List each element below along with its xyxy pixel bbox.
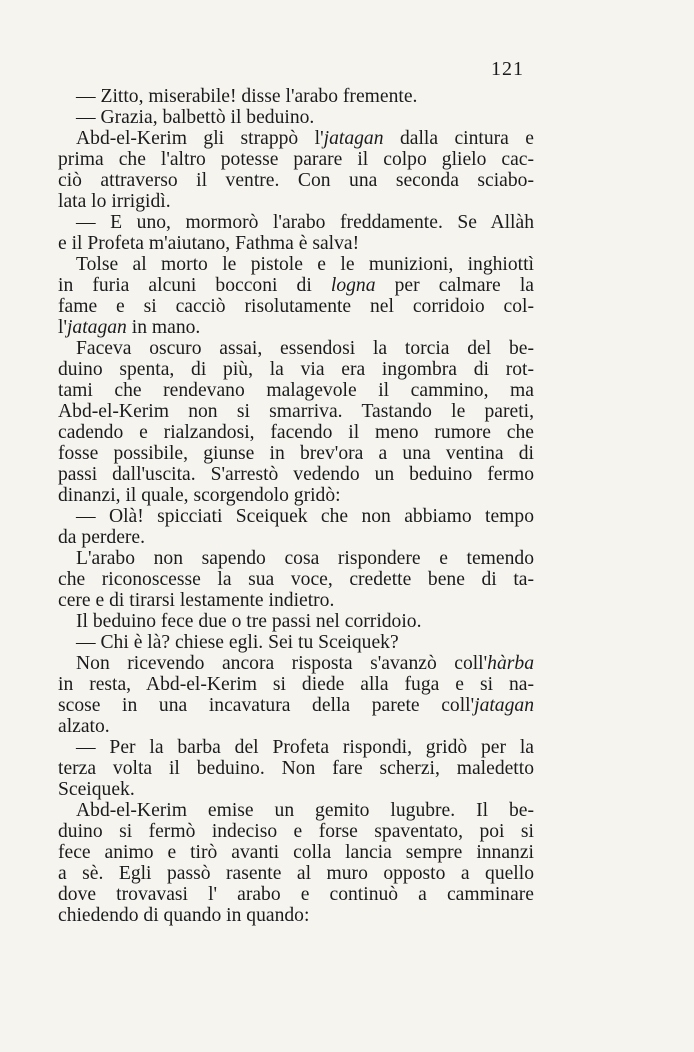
text-line: — Per la barba del Profeta rispondi, gridò per la	[76, 737, 534, 758]
text-line: cadendo e rialzandosi, facendo il meno rumore che	[58, 422, 534, 443]
text-line: cere e di tirarsi lestamente indietro.	[58, 590, 335, 611]
text-line: lata lo irrigidì.	[58, 191, 171, 212]
text-line: — Olà! spicciati Sceiquek che non abbiamo tempo	[76, 506, 534, 527]
italic-word: logna	[330, 275, 376, 296]
text-line: Abd-el-Kerim emise un gemito lugubre. Il be-	[76, 800, 534, 821]
text-line: — Grazia, balbettò il beduino.	[76, 107, 315, 128]
text-line: che riconoscesse la sua voce, credette bene di ta-	[58, 569, 534, 590]
text-line: in resta, Abd-el-Kerim si diede alla fuga e si na-	[58, 674, 534, 695]
text-line	[58, 275, 534, 296]
text-run: Abd-el-Kerim gli strappò l'	[76, 128, 324, 149]
text-line	[58, 317, 534, 338]
text-run: scose in una incavatura della parete coll'	[58, 695, 475, 716]
text-line: L'arabo non sapendo cosa rispondere e temendo	[76, 548, 534, 569]
text-line: fosse possibile, giunse in brev'ora a una ventina di	[58, 443, 534, 464]
text-line	[58, 695, 534, 716]
text-line: — Chi è là? chiese egli. Sei tu Sceiquek?	[76, 632, 399, 653]
text-line: dinanzi, il quale, scorgendolo gridò:	[58, 485, 341, 506]
text-line: a sè. Egli passò rasente al muro opposto a quello	[58, 863, 534, 884]
italic-word: jatagan	[474, 695, 534, 716]
text-line: ciò attraverso il ventre. Con una seconda sciabo-	[58, 170, 534, 191]
text-run: Non ricevendo ancora risposta s'avanzò coll'	[76, 653, 488, 674]
text-run: in furia alcuni bocconi di	[58, 275, 331, 296]
text-line: — E uno, mormorò l'arabo freddamente. Se Allàh	[76, 212, 534, 233]
text-line: alzato.	[58, 716, 110, 737]
text-line: e il Profeta m'aiutano, Fathma è salva!	[58, 233, 360, 254]
text-line: fece animo e tirò avanti colla lancia sempre innanzi	[58, 842, 534, 863]
text-line: dove trovavasi l' arabo e continuò a camminare	[58, 884, 534, 905]
text-line: terza volta il beduino. Non fare scherzi, maledetto	[58, 758, 534, 779]
text-line: fame e si cacciò risolutamente nel corridoio col-	[58, 296, 534, 317]
italic-word: hàrba	[487, 653, 534, 674]
text-line: Faceva oscuro assai, essendosi la torcia del be-	[76, 338, 534, 359]
text-line: prima che l'altro potesse parare il colpo glielo cac-	[58, 149, 534, 170]
text-run: per calmare la	[375, 275, 534, 296]
text-line: duino spenta, di più, la via era ingombra di rot-	[58, 359, 534, 380]
text-run: l'	[58, 317, 67, 338]
text-line: Abd-el-Kerim non si smarriva. Tastando le pareti,	[58, 401, 534, 422]
text-run: dalla cintura e	[383, 128, 534, 149]
text-line: chiedendo di quando in quando:	[58, 905, 310, 926]
italic-word: jatagan	[323, 128, 384, 149]
text-line: passi dall'uscita. S'arrestò vedendo un beduino fermo	[58, 464, 534, 485]
body-text	[58, 86, 534, 926]
text-line: da perdere.	[58, 527, 146, 548]
text-line: duino si fermò indeciso e forse spaventato, poi si	[58, 821, 534, 842]
page-number: 121	[491, 58, 524, 80]
text-line: Tolse al morto le pistole e le munizioni, inghiottì	[76, 254, 534, 275]
text-line: — Zitto, miserabile! disse l'arabo fremente.	[76, 86, 418, 107]
text-line: tami che rendevano malagevole il cammino, ma	[58, 380, 534, 401]
text-line	[58, 128, 534, 149]
text-run: in mano.	[126, 317, 201, 338]
text-line: Sceiquek.	[58, 779, 135, 800]
text-line: Il beduino fece due o tre passi nel corridoio.	[76, 611, 422, 632]
text-line	[58, 653, 534, 674]
italic-word: jatagan	[66, 317, 127, 338]
